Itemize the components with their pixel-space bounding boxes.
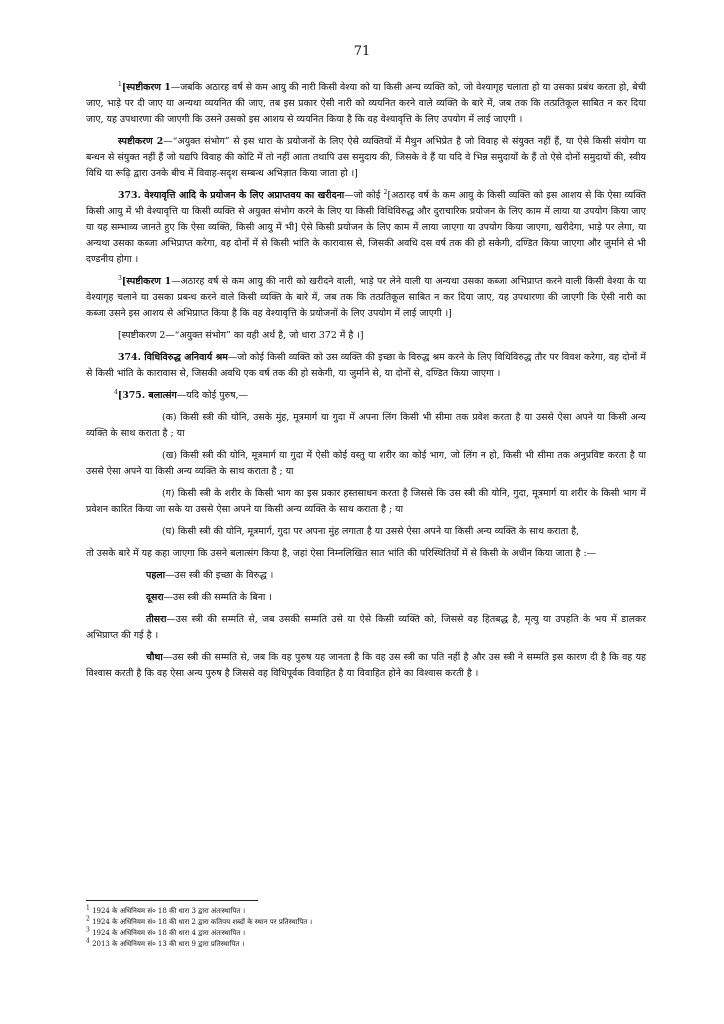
explanation-text: —जबकि अठारह वर्ष से कम आयु की नारी किसी वेश्या को या किसी अन्य व्यक्ति को, जो वेश्यागृह चलाता हो या उसका प्रबंध करता हो, बेची जाए, भाड़े पर दी जाए या अन्यथा व्ययनित की जाए, तब इस प्रकार ऐसी नारी को व्ययनित करने वाले व्यक्ति के बारे में, जब तक कि तत्प्रतिकूल साबित न कर दिया जाए, यह उपधारणा की जाएगी कि उसने उसको इस आशय से व्ययनित किया है कि वह वेश्यावृत्ति के लिए उपयोग में लाई जाएगी । (86, 82, 646, 125)
section-text: —यदि कोई पुरुष,— (176, 390, 248, 401)
circumstance-text: —उस स्त्री की सम्मति के बिना । (163, 592, 272, 603)
footnotes (86, 906, 646, 950)
footnote-mark: 4 (86, 937, 90, 945)
clause-kha: (ख) किसी स्त्री की योनि, मूत्रमार्ग या गुदा में ऐसी कोई वस्तु या शरीर का कोई भाग, जो लिंग न हो, किसी भी सीमा तक अनुप्रविष्ट करता है या उससे ऐसा अपने या किसी अन्य व्यक्ति के साथ कराता है ; या (86, 450, 646, 477)
footnote-item (86, 917, 646, 928)
footnote-text: 1924 के अधिनियम सं० 18 की धारा 3 द्वारा अंतःस्थापित । (92, 907, 246, 915)
footnote-item (86, 928, 646, 939)
explanation-text: —“अयुक्त संभोग” से इस धारा के प्रयोजनों के लिए ऐसे व्यक्तियों में मैथुन अभिप्रेत है जो विवाह से संयुक्त नहीं हैं, या ऐसे किसी संयोग या बन्धन से संयुक्त नहीं हैं जो यद्यपि विवाह की कोटि में तो नहीं आता तथापि उस समुदाय की, जिसके वे हैं या यदि वे भिन्न समुदायों के हैं तो ऐसे दोनों समुदायों की, स्वीय विधि या रूढ़ि द्वारा उनके बीच में विवाह-सदृश सम्बन्ध अभिज्ञात किया जाता हो ।] (86, 136, 646, 179)
footnote-mark: 1 (86, 904, 90, 912)
explanation-2-s373: [स्पष्टीकरण 2—“अयुक्त संभोग” का वही अर्थ है, जो धारा 372 में है ।] (118, 330, 364, 341)
footnote-text: 1924 के अधिनियम सं० 18 की धारा 4 द्वारा अंतःस्थापित । (92, 929, 246, 937)
explanation-label: स्पष्टीकरण 2 (118, 136, 164, 147)
clause-gha: (घ) किसी स्त्री की योनि, मूत्रमार्ग, गुदा पर अपना मुंह लगाता है या उससे ऐसा अपने या किसी अन्य व्यक्ति के साथ कराता है, (162, 526, 580, 537)
page-number: 71 (353, 44, 371, 59)
circumstance-first (86, 568, 646, 584)
section-text: —जो कोई (344, 190, 384, 201)
circumstance-text: —उस स्त्री की इच्छा के विरुद्ध । (165, 570, 274, 581)
section-text: —जो कोई किसी व्यक्ति को उस व्यक्ति की इच्छा के विरुद्ध श्रम करने के लिए विधिविरुद्ध तौर पर विवश करेगा, वह दोनों में से किसी भांति के कारावास से, जिसकी अवधि एक वर्ष तक की हो सकेगी, या जुर्माने से, या दोनों से, दण्डित किया जाएगा । (86, 352, 646, 379)
footnote-mark: 2 (86, 915, 90, 923)
clause-ga: (ग) किसी स्त्री के शरीर के किसी भाग का इस प्रकार हस्तसाधन करता है जिससे कि उस स्त्री की योनि, गुदा, मूत्रमार्ग या शरीर के किसी भाग में प्रवेशन कारित किया जा सके या उससे ऐसा अपने या किसी अन्य व्यक्ति के साथ कराता है ; या (86, 488, 646, 515)
section-375 (86, 388, 646, 404)
circumstance-label: चौथा (146, 652, 163, 663)
footnote-text: 1924 के अधिनियम सं० 18 की धारा 2 द्वारा कतिपय शब्दों के स्थान पर प्रतिस्थापित । (92, 918, 313, 926)
footnote-text: 2013 के अधिनियम सं० 13 की धारा 9 द्वारा प्रतिस्थापित । (92, 940, 245, 948)
section-heading: 373. वेश्यावृत्ति आदि के प्रयोजन के लिए अप्राप्तवय का खरीदना (118, 190, 345, 201)
clause-ka: (क) किसी स्त्री की योनि, उसके मुंह, मूत्रमार्ग या गुदा में अपना लिंग किसी भी सीमा तक प्रवेश करता है या उससे ऐसा अपने या किसी अन्य व्यक्ति के साथ कराता है ; या (86, 412, 646, 439)
footnote-mark: 2 (383, 188, 388, 196)
footnote-mark: 3 (86, 926, 90, 934)
footnote-mark: 1 (118, 80, 122, 88)
explanation-1-s372 (86, 80, 646, 128)
circumstance-label: दूसरा (146, 592, 164, 603)
footnote-item (86, 939, 646, 950)
footnote-item (86, 906, 646, 917)
circumstance-second (86, 590, 646, 606)
circumstance-label: पहला (146, 570, 166, 581)
section-374 (86, 350, 646, 382)
explanation-label: [स्पष्टीकरण 1 (121, 276, 172, 287)
section-text: [अठारह वर्ष के कम आयु के किसी व्यक्ति को इस आशय से कि ऐसा व्यक्ति किसी आयु में भी वेश्यावृत्ति या किसी व्यक्ति से अयुक्त संभोग करने के लिए या किसी विधिविरुद्ध और दुराचारिक प्रयोजन के लिए काम में लाया या उपयोग किया जाए या यह सम्भाव्य जानते हुए कि ऐसा व्यक्ति, किसी आयु में भी] ऐसे किसी प्रयोजन के लिए काम में लाया जाएगा या उपयोग किया जाएगा, खरीदेगा, भाड़े पर लेगा, या अन्यथा उसका कब्जा अभिप्राप्त करेगा, वह दोनों में से किसी भांति के कारावास से, जिसकी अवधि दस वर्ष तक की हो सकेगी, दण्डित किया जाएगा और जुर्माने से भी दण्डनीय होगा । (86, 190, 646, 265)
circumstance-text: —उस स्त्री की सम्मति से, जब उसकी सम्मति उसे या ऐसे किसी व्यक्ति को, जिससे वह हितबद्ध है, मृत्यु या उपहति के भय में डालकर अभिप्राप्त की गई है । (86, 614, 646, 641)
footnote-mark: 3 (118, 274, 122, 282)
circumstance-fourth (86, 650, 646, 682)
continuation-text: तो उसके बारे में यह कहा जाएगा कि उसने बलात्संग किया है, जहां ऐसा निम्नलिखित सात भांति की परिस्थितियों में से किसी के अधीन किया जाता है :— (86, 548, 597, 559)
circumstance-third (86, 612, 646, 644)
section-heading: 374. विधिविरुद्ध अनिवार्य श्रम (118, 352, 228, 363)
explanation-text: —अठारह वर्ष से कम आयु की नारी को खरीदने वाली, भाड़े पर लेने वाली या अन्यथा उसका कब्जा अभिप्राप्त करने वाली किसी वेश्या के या वेश्यागृह चलाने या उसका प्रबन्ध करने वाले किसी व्यक्ति के बारे में, जब तक कि तत्प्रतिकूल साबित न कर दिया जाए, यह उपधारणा की जाएगी कि ऐसी नारी का कब्जा उसने इस आशय से अभिप्राप्त किया है कि वह वेश्यावृत्ति के प्रयोजनों के लिए उपयोग में लाई जाएगी ।] (86, 276, 646, 319)
footnote-mark: 4 (114, 388, 118, 396)
explanation-label: [स्पष्टीकरण 1 (121, 82, 171, 93)
explanation-2-s372 (86, 134, 646, 182)
section-heading: [375. बलात्संग (117, 390, 177, 401)
section-373 (86, 188, 646, 268)
explanation-1-s373 (86, 274, 646, 322)
document-body (86, 80, 646, 688)
footnote-divider (86, 900, 258, 901)
circumstance-text: —उस स्त्री की सम्मति से, जब कि वह पुरुष यह जानता है कि वह उस स्त्री का पति नहीं है और उस स्त्री ने सम्मति इस कारण दी है कि वह यह विश्वास करती है कि वह ऐसा अन्य पुरुष है जिससे वह विधिपूर्वक विवाहित है या विवाहित होने का विश्वास करती है । (86, 652, 646, 679)
circumstance-label: तीसरा (146, 614, 167, 625)
